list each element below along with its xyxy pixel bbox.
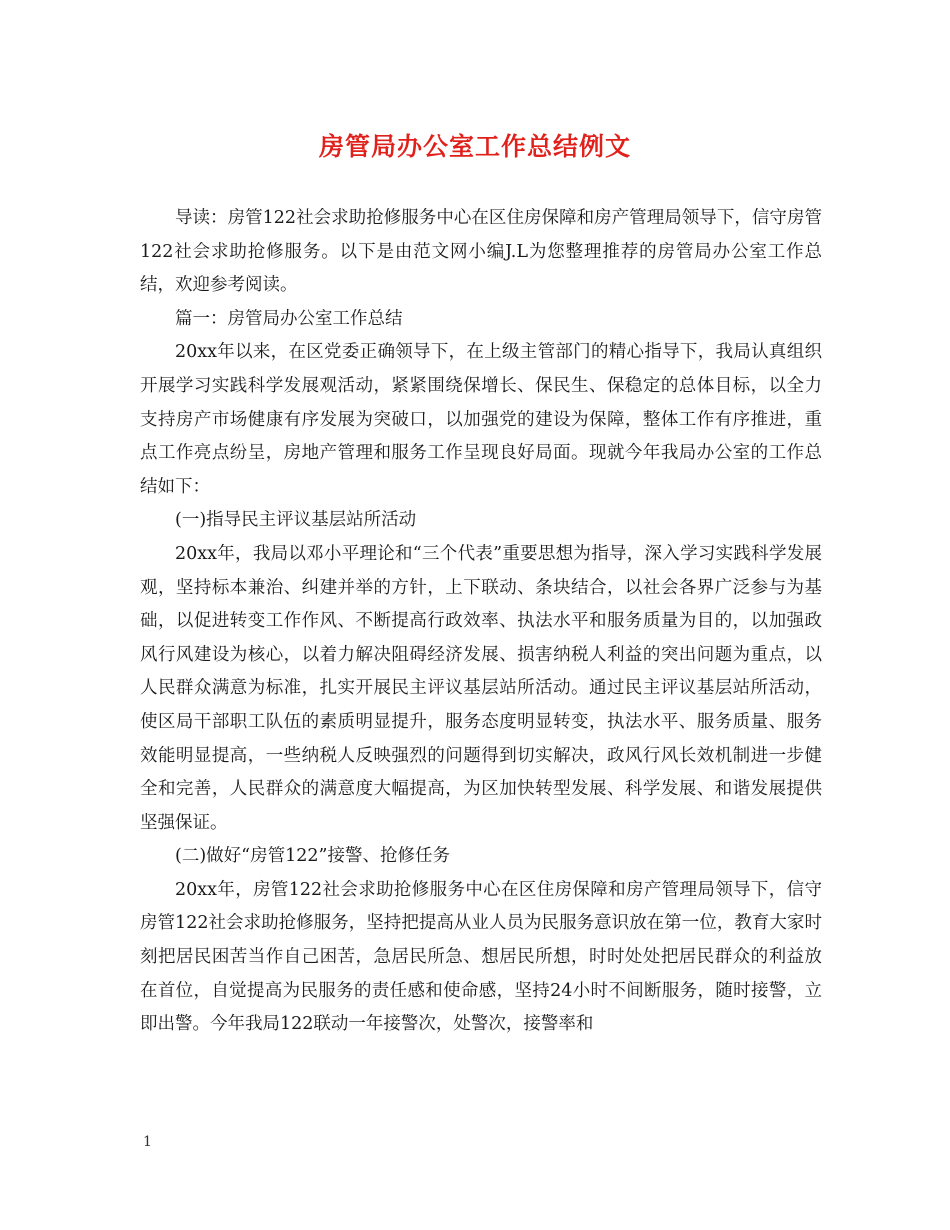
document-body [140,202,822,1042]
paragraph-emergency-service: 20xx年，房管122社会求助抢修服务中心在区住房保障和房产管理局领导下，信守房管122社会求助抢修服务，坚持把提高从业人员为民服务意识放在第一位，教育大家时刻把居民困苦当作自己困苦，急居民所急、想居民所想，时时处处把居民群众的利益放在首位，自觉提高为民服务的责任感和使命感，坚持24小时不间断服务，随时接警，立即出警。今年我局122联动一年接警次，处警次，接警率和 [140,879,822,1035]
paragraph-overview: 20xx年以来，在区党委正确领导下，在上级主管部门的精心指导下，我局认真组织开展学习实践科学发展观活动，紧紧围绕保增长、保民生、保稳定的总体目标，以全力支持房产市场健康有序发展为突破口，以加强党的建设为保障，整体工作有序推进，重点工作亮点纷呈，房地产管理和服务工作呈现良好局面。现就今年我局办公室的工作总结如下： [140,342,822,497]
paragraph-subheading-2: (二)做好“房管122”接警、抢修任务 [175,846,450,867]
document-title: 房管局办公室工作总结例文 [318,132,631,161]
paragraph-section-heading: 篇一：房管局办公室工作总结 [175,308,403,329]
page-number: 1 [143,1134,152,1150]
paragraph-intro: 导读：房管122社会求助抢修服务中心在区住房保障和房产管理局领导下，信守房管122社会求助抢修服务。以下是由范文网小编J.L为您整理推荐的房管局办公室工作总结，欢迎参考阅读。 [140,208,822,296]
paragraph-subheading-1: (一)指导民主评议基层站所活动 [175,510,417,531]
paragraph-evaluation: 20xx年，我局以邓小平理论和“三个代表”重要思想为指导，深入学习实践科学发展观，坚持标本兼治、纠建并举的方针，上下联动、条块结合，以社会各界广泛参与为基础，以促进转变工作作风、不断提高行政效率、执法水平和服务质量为目的，以加强政风行风建设为核心，以着力解决阻碍经济发展、损害纳税人利益的突出问题为重点，以人民群众满意为标准，扎实开展民主评议基层站所活动。通过民主评议基层站所活动，使区局干部职工队伍的素质明显提升，服务态度明显转变，执法水平、服务质量、服务效能明显提高，一些纳税人反映强烈的问题得到切实解决，政风行风长效机制进一步健全和完善，人民群众的满意度大幅提高，为区加快转型发展、科学发展、和谐发展提供坚强保证。 [140,543,822,833]
